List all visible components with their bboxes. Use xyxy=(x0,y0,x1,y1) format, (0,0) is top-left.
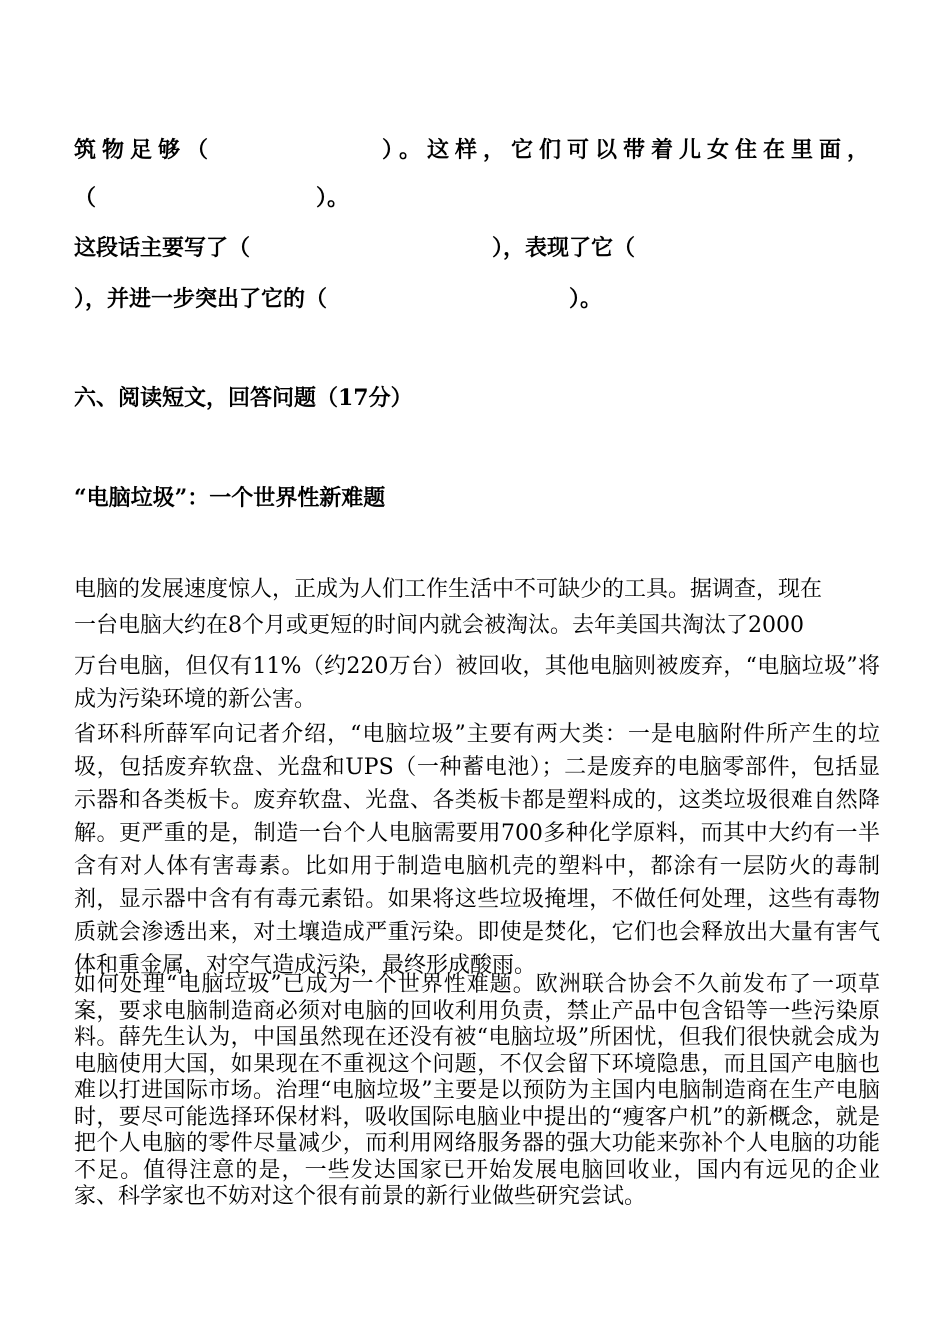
paragraph-1-line-2: 一台电脑大约在8个月或更短的时间内就会被淘汰。去年美国共淘汰了2000 xyxy=(74,613,804,638)
section-heading: 六、阅读短文，回答问题（17分） xyxy=(74,385,413,411)
paragraph-2 xyxy=(74,718,880,982)
fill-in-line-4: ），并进一步突出了它的（ ）。 xyxy=(74,286,603,312)
paragraph-2-text: 省环科所薛军向记者介绍，“电脑垃圾”主要有两大类：一是电脑附件所产生的垃圾，包括废弃软盘、光盘和UPS（一种蓄电池）；二是废弃的电脑零部件，包括显示器和各类板卡。废弃软盘、光盘、各类板卡都是塑料成的，这类垃圾很难自然降解。更严重的是，制造一台个人电脑需要用700多种化学原料，而其中大约有一半含有对人体有害毒素。比如用于制造电脑机壳的塑料中，都涂有一层防火的毒制剂，显示器中含有有毒元素铅。如果将这些垃圾掩埋，不做任何处理，这些有毒物质就会渗透出来，对土壤造成严重污染。即使是焚化，它们也会释放出大量有害气体和重金属，对空气造成污染，最终形成酸雨。 xyxy=(74,722,880,978)
fill-in-line-2: （ ）。 xyxy=(74,185,350,211)
paragraph-3 xyxy=(74,972,880,1211)
paragraph-1 xyxy=(74,572,880,716)
fill-in-line-1: 筑物足够（ ）。这样，它们可以带着儿女住在里面， xyxy=(74,137,876,163)
paragraph-1-line-3: 万台电脑，但仅有11%（约220万台）被回收，其他电脑则被废弃，“电脑垃圾”将成为污染环境的新公害。 xyxy=(74,654,880,712)
fill-in-line-3: 这段话主要写了（ ），表现了它（ xyxy=(74,235,636,261)
article-title: “电脑垃圾”：一个世界性新难题 xyxy=(74,485,386,511)
paragraph-1-line-1: 电脑的发展速度惊人，正成为人们工作生活中不可缺少的工具。据调查，现在 xyxy=(74,577,823,602)
paragraph-3-text: 如何处理“电脑垃圾”已成为一个世界性难题。欧洲联合协会不久前发布了一项草案，要求电脑制造商必须对电脑的回收利用负责，禁止产品中包含铅等一些污染原料。薛先生认为，中国虽然现在还没有被“电脑垃圾”所困忧，但我们很快就会成为电脑使用大国，如果现在不重视这个问题，不仅会留下环境隐患，而且国产电脑也难以打进国际市场。治理“电脑垃圾”主要是以预防为主国内电脑制造商在生产电脑时，要尽可能选择环保材料，吸收国际电脑业中提出的“瘦客户机”的新概念，就是把个人电脑的零件尽量减少，而利用网络服务器的强大功能来弥补个人电脑的功能不足。值得注意的是，一些发达国家已开始发展电脑回收业，国内有远见的企业家、科学家也不妨对这个很有前景的新行业做些研究尝试。 xyxy=(74,972,880,1209)
